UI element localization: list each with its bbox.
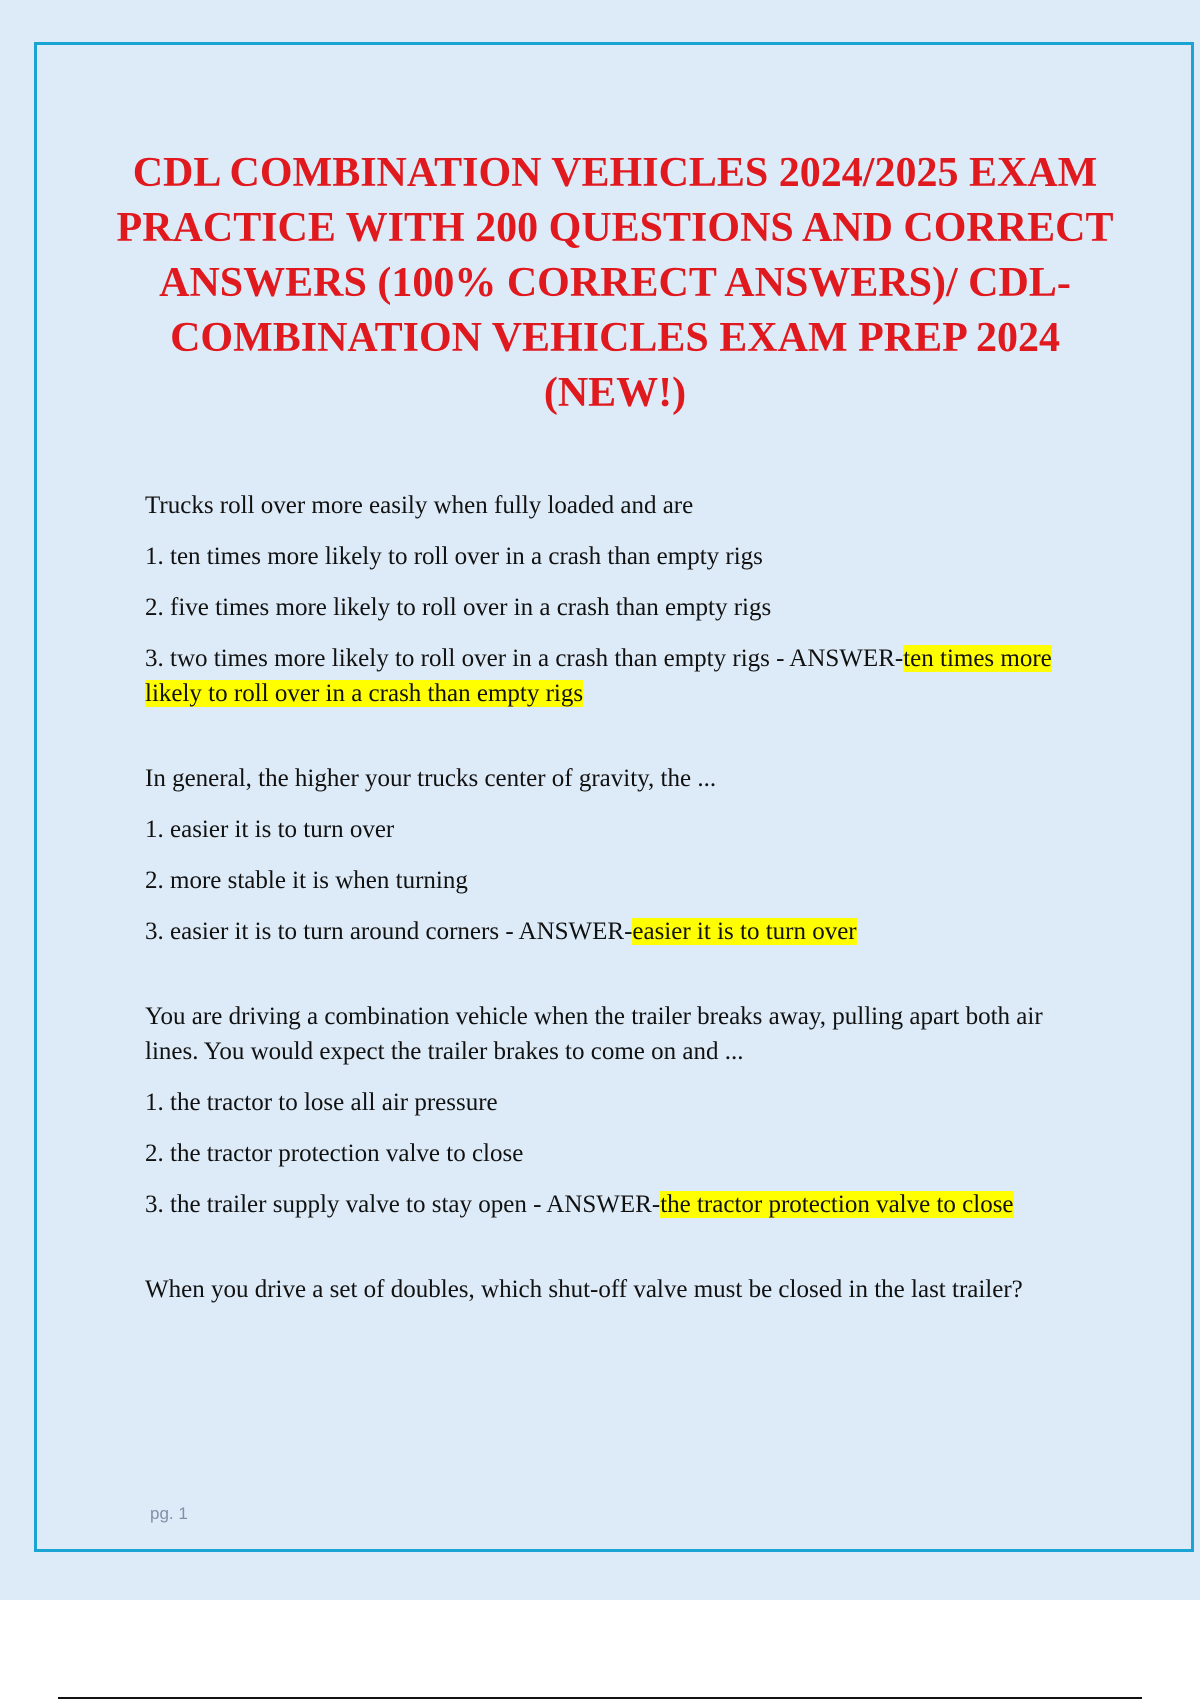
question-text: Trucks roll over more easily when fully loaded and are (145, 492, 694, 519)
question-text: You are driving a combination vehicle when the trailer breaks away, pulling apart both air lines. You would expect the trailer brakes to come on and ... (145, 1003, 1043, 1065)
question-block (145, 761, 1085, 949)
answer-option: 1. the tractor to lose all air pressure (145, 1089, 498, 1116)
answer-option: 1. easier it is to turn over (145, 816, 395, 843)
document-title: CDL COMBINATION VEHICLES 2024/2025 EXAM PRACTICE WITH 200 QUESTIONS AND CORRECT ANSWERS (100% CORRECT ANSWERS)/ CDL-COMBINATION VEHICLES EXAM PREP 2024 (NEW!) (116, 150, 1114, 416)
answer-option: 2. five times more likely to roll over in a crash than empty rigs (145, 594, 772, 621)
footer-divider (58, 1697, 1142, 1699)
answer-option-text: 3. two times more likely to roll over in a crash than empty rigs - ANSWER- (145, 645, 904, 672)
highlighted-answer: easier it is to turn over (632, 918, 857, 945)
question-text: When you drive a set of doubles, which shut-off valve must be closed in the last trailer? (145, 1276, 1023, 1303)
answer-option-with-answer (145, 914, 1085, 949)
answer-option: 1. ten times more likely to roll over in a crash than empty rigs (145, 543, 763, 570)
answer-option-text: 3. easier it is to turn around corners - ANSWER- (145, 918, 633, 945)
question-list (145, 488, 1085, 1357)
answer-option-text: 3. the trailer supply valve to stay open - ANSWER- (145, 1191, 661, 1218)
question-block (145, 999, 1085, 1222)
page-number: pg. 1 (150, 1504, 188, 1523)
question-block (145, 1272, 1085, 1307)
question-block (145, 488, 1085, 711)
question-text: In general, the higher your trucks center of gravity, the ... (145, 765, 717, 792)
highlighted-answer: ten times more likely to roll over in a crash than empty rigs (145, 645, 1052, 707)
answer-option: 2. more stable it is when turning (145, 867, 468, 894)
answer-option-with-answer (145, 641, 1085, 711)
highlighted-answer: the tractor protection valve to close (660, 1191, 1014, 1218)
answer-option-with-answer (145, 1187, 1085, 1222)
answer-option: 2. the tractor protection valve to close (145, 1140, 524, 1167)
